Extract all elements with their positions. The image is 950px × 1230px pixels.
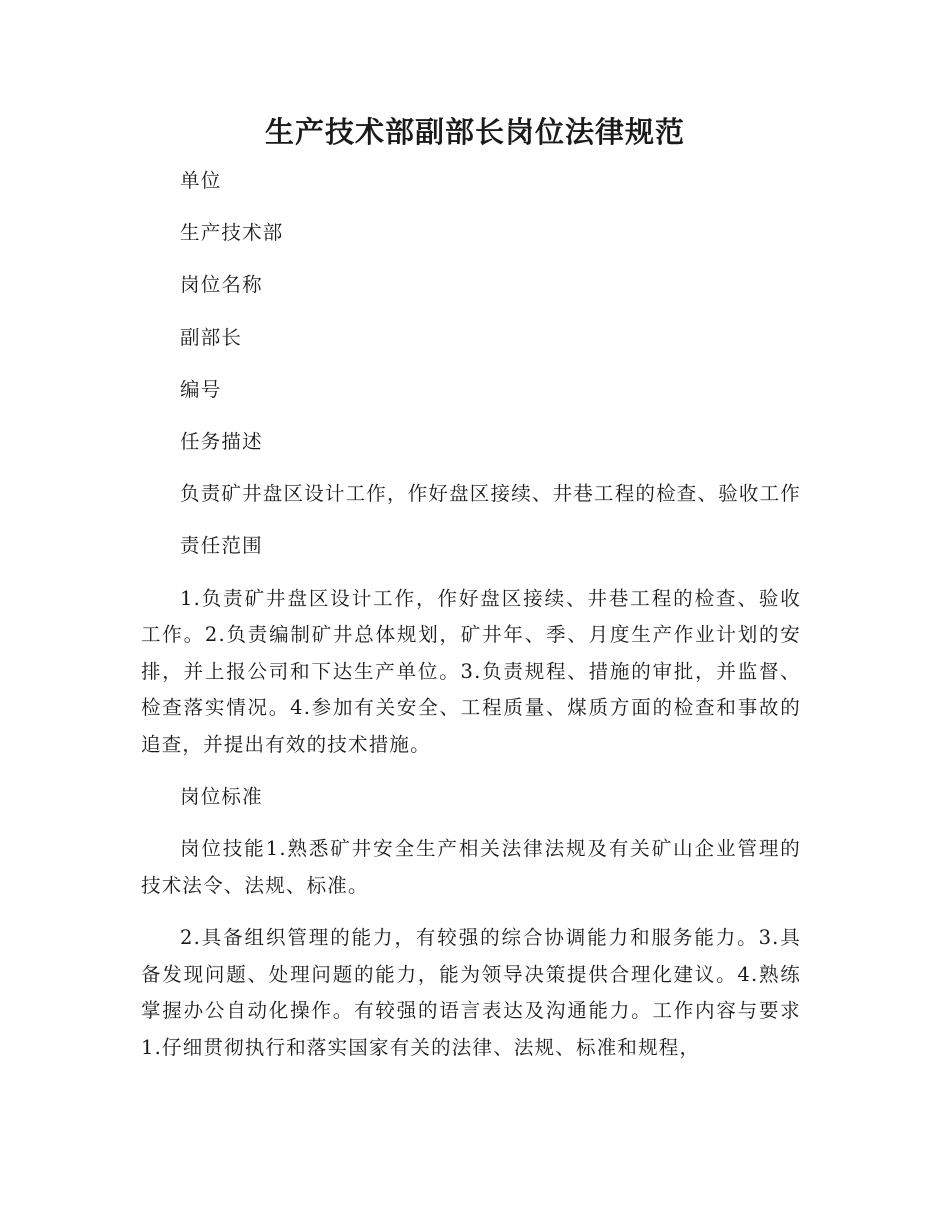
paragraph-skills-2: 2.具备组织管理的能力，有较强的综合协调能力和服务能力。3.具备发现问题、处理问题的能力，能为领导决策提供合理化建议。4.熟练掌握办公自动化操作。有较强的语言表达及沟通能力。工作内容与要求1.仔细贯彻执行和落实国家有关的法律、法规、标准和规程， xyxy=(141,926,801,1059)
paragraph-scope-label: 责任范围 xyxy=(180,534,263,558)
paragraph-number-label: 编号 xyxy=(180,377,222,401)
paragraph-position-value: 副部长 xyxy=(180,325,243,349)
paragraph-skills-1: 岗位技能1.熟悉矿井安全生产相关法律法规及有关矿山企业管理的技术法令、法规、标准。 xyxy=(141,837,801,897)
paragraph-unit-label: 单位 xyxy=(180,169,222,192)
document-body xyxy=(141,163,801,1082)
paragraph-position-label: 岗位名称 xyxy=(180,273,263,297)
paragraph-unit-value: 生产技术部 xyxy=(180,221,284,245)
paragraph-standard-label: 岗位标准 xyxy=(180,785,263,809)
paragraph-scope-details: 1.负责矿井盘区设计工作，作好盘区接续、井巷工程的检查、验收工作。2.负责编制矿井总体规划，矿井年、季、月度生产作业计划的安排，并上报公司和下达生产单位。3.负责规程、措施的审批，并监督、检查落实情况。4.参加有关安全、工程质量、煤质方面的检查和事故的追查，并提出有效的技术措施。 xyxy=(141,586,801,756)
document-title: 生产技术部副部长岗位法律规范 xyxy=(264,115,685,149)
paragraph-task-description: 负责矿井盘区设计工作，作好盘区接续、井巷工程的检查、验收工作 xyxy=(180,482,802,506)
paragraph-task-label: 任务描述 xyxy=(180,429,263,453)
